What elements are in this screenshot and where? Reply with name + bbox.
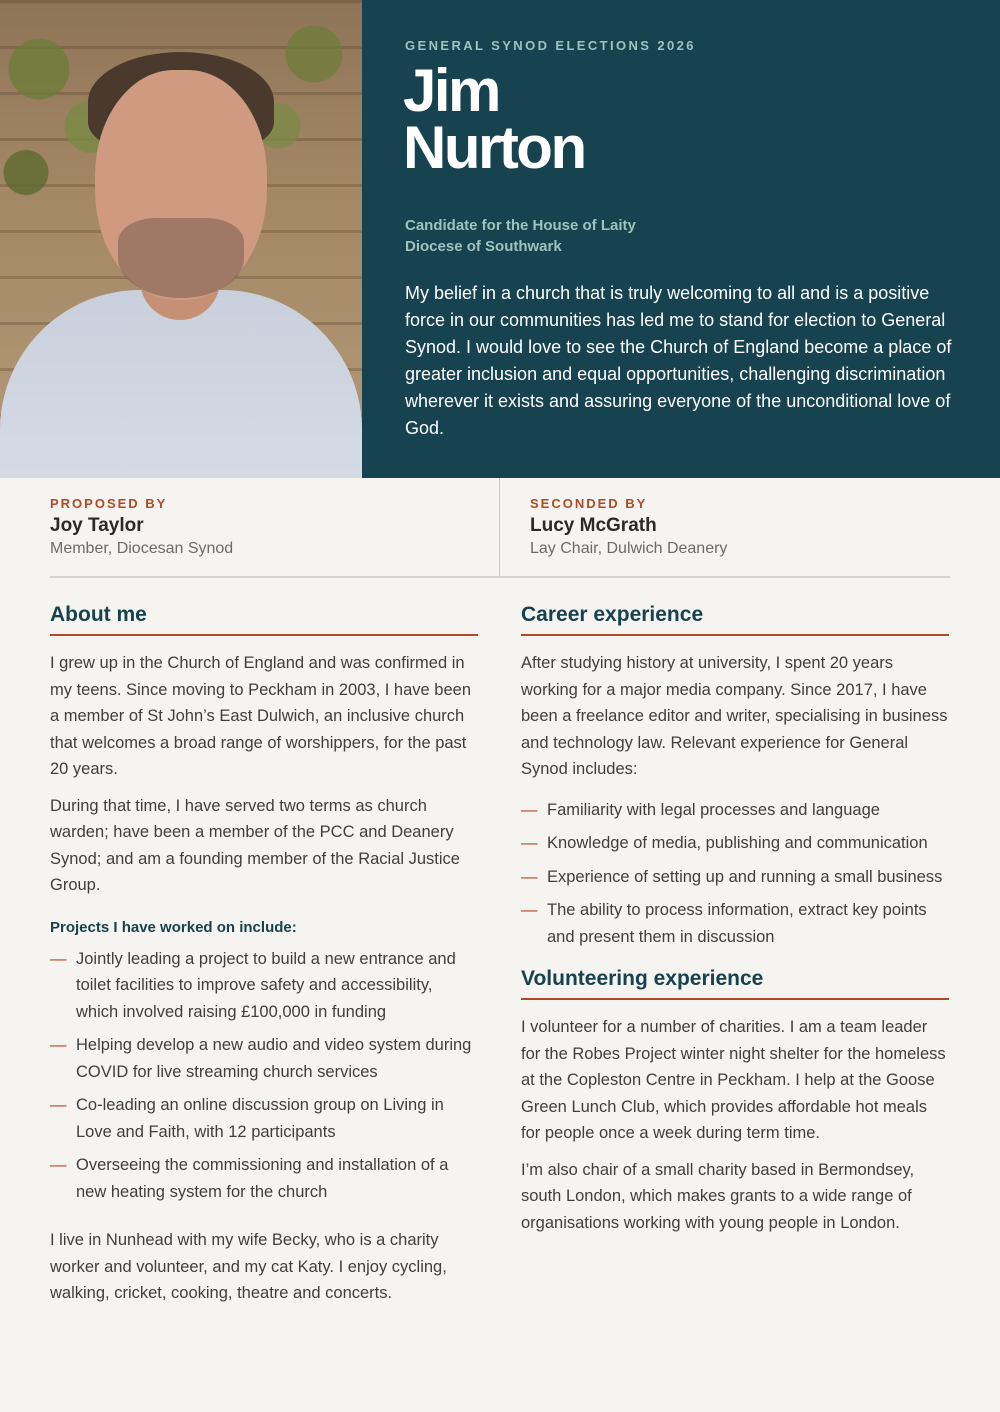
list-item (50, 1092, 478, 1145)
proposer-name: Joy Taylor (50, 515, 144, 536)
list-item (521, 897, 949, 950)
candidate-last-name: Nurton (403, 114, 585, 181)
career-heading: Career experience (521, 600, 949, 636)
candidate-statement: My belief in a church that is truly welcoming to all and is a positive force in our communities has led me to stand for election to General Synod. I would love to see the Church of England become a place of greater inclusion and equal opportunities, challenging discrimination wherever it exists and assuring everyone of the unconditional love of God. (405, 283, 952, 438)
career-item-text: Familiarity with legal processes and language (547, 800, 880, 819)
seconder-name: Lucy McGrath (530, 515, 657, 536)
list-item (521, 864, 949, 891)
career-paragraph: After studying history at university, I spent 20 years working for a major media company. Since 2017, I have been a freelance editor and writer, specialising in business and technology law. Relevant experience for General Synod includes: (521, 654, 948, 778)
candidacy-diocese: Diocese of Southwark (405, 238, 562, 255)
seconder-role: Lay Chair, Dulwich Deanery (530, 540, 728, 557)
list-item (50, 1032, 478, 1085)
volunteering-heading: Volunteering experience (521, 964, 949, 1000)
projects-list (50, 946, 478, 1206)
proposer-block (50, 478, 500, 576)
list-item (521, 830, 949, 857)
list-item (50, 1152, 478, 1205)
dash-bullet-icon: — (521, 800, 538, 819)
election-eyebrow: GENERAL SYNOD ELECTIONS 2026 (405, 38, 696, 53)
project-text: Overseeing the commissioning and installation of a new heating system for the church (76, 1156, 449, 1201)
list-item (50, 946, 478, 1026)
seconder-block (530, 478, 950, 576)
photo-beard (118, 218, 244, 298)
nominator-divider (499, 478, 500, 576)
volunteering-paragraph-2: I’m also chair of a small charity based in Bermondsey, south London, which makes grants to a wide range of organisations working with young people in London. (521, 1160, 915, 1232)
candidacy-house: Candidate for the House of Laity (405, 217, 636, 234)
candidacy-details (405, 215, 636, 257)
project-text: Co-leading an online discussion group on Living in Love and Faith, with 12 participants (76, 1096, 444, 1141)
hero-section (0, 0, 1000, 478)
career-item-text: Experience of setting up and running a small business (547, 867, 943, 886)
dash-bullet-icon: — (50, 949, 67, 968)
volunteering-paragraph-1: I volunteer for a number of charities. I am a team leader for the Robes Project winter night shelter for the homeless at the Copleston Centre in Peckham. I help at the Goose Green Lunch Club, which provides affordable hot meals for people once a week during term time. (521, 1018, 946, 1142)
project-text: Helping develop a new audio and video system during COVID for live streaming church services (76, 1036, 472, 1081)
proposer-role: Member, Diocesan Synod (50, 540, 234, 557)
about-paragraph-2: During that time, I have served two terms as church warden; have been a member of the PCC and Deanery Synod; and am a founding member of the Racial Justice Group. (50, 796, 460, 894)
dash-bullet-icon: — (521, 901, 538, 919)
dash-bullet-icon: — (50, 1036, 67, 1054)
candidate-first-name: Jim (403, 57, 499, 124)
dash-bullet-icon: — (521, 834, 538, 852)
dash-bullet-icon: — (521, 867, 538, 886)
about-paragraph-1: I grew up in the Church of England and was confirmed in my teens. Since moving to Peckham in 2003, I have been a member of St John’s East Dulwich, an inclusive church that welcomes a broad range of worshippers, for the past 20 years. (50, 654, 471, 778)
intro-panel (362, 0, 1000, 478)
about-column (50, 600, 478, 1317)
dash-bullet-icon: — (50, 1156, 67, 1174)
list-item (521, 797, 949, 824)
proposer-label: PROPOSED BY (50, 496, 168, 511)
projects-heading: Projects I have worked on include: (50, 918, 297, 936)
career-list (521, 797, 949, 951)
career-item-text: Knowledge of media, publishing and communication (547, 834, 928, 852)
about-paragraph-3: I live in Nunhead with my wife Becky, who is a charity worker and volunteer, and my cat Katy. I enjoy cycling, walking, cricket, cooking, theatre and concerts. (50, 1231, 447, 1302)
experience-column (521, 600, 949, 1246)
candidate-name (403, 57, 585, 181)
career-item-text: The ability to process information, extract key points and present them in discussion (547, 901, 927, 946)
nominator-rule (50, 576, 950, 578)
project-text: Jointly leading a project to build a new entrance and toilet facilities to improve safety and accessibility, which involved raising £100,000 in funding (76, 949, 456, 1021)
seconder-label: SECONDED BY (530, 496, 648, 511)
about-heading: About me (50, 600, 478, 636)
dash-bullet-icon: — (50, 1096, 67, 1114)
candidate-photo (0, 0, 362, 478)
